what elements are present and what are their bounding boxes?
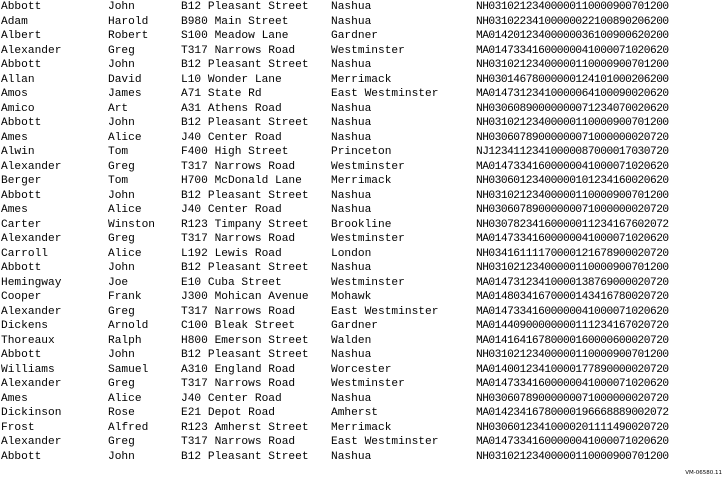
first-name-cell: Alice [108, 247, 142, 260]
street-address-cell: F400 High Street [181, 146, 289, 158]
city-cell: Amherst [331, 407, 378, 419]
record-row [0, 334, 728, 349]
street-address-cell: T317 Narrows Road [181, 378, 296, 390]
city-cell: Brookline [331, 218, 392, 231]
record-code-cell: NH03102123400000110000900701200 [476, 117, 669, 129]
record-code-cell: NH03014678000000124101000206200 [476, 73, 669, 86]
record-code-cell: NH03102234100000022100890206200 [476, 15, 669, 28]
street-address-cell: B12 Pleasant Street [181, 59, 309, 71]
record-code-cell: MA01473341600000041000071020620 [476, 233, 669, 245]
city-cell: Gardner [331, 320, 378, 332]
street-address-cell: T317 Narrows Road [181, 436, 296, 448]
street-address-cell: S100 Meadow Lane [181, 30, 289, 42]
record-code-cell: MA01423416780000196668889002072 [476, 407, 669, 419]
street-address-cell: T317 Narrows Road [181, 160, 296, 173]
city-cell: Walden [331, 334, 372, 347]
last-name-cell: Abbott [1, 1, 42, 13]
first-name-cell: John [108, 189, 135, 202]
street-address-cell: B12 Pleasant Street [181, 262, 309, 274]
last-name-cell: Abbott [1, 450, 42, 463]
city-cell: Westminster [331, 378, 405, 390]
city-cell: Princeton [331, 146, 392, 158]
record-code-cell: MA01440900000000111234167020720 [476, 320, 669, 332]
record-code-cell: NH03102123400000110000900701200 [476, 450, 669, 463]
street-address-cell: R123 Amherst Street [181, 421, 309, 434]
first-name-cell: David [108, 73, 142, 86]
first-name-cell: John [108, 450, 135, 463]
street-address-cell: J40 Center Road [181, 392, 282, 405]
street-address-cell: B12 Pleasant Street [181, 117, 309, 129]
street-address-cell: B12 Pleasant Street [181, 450, 309, 463]
last-name-cell: Amos [1, 88, 28, 100]
city-cell: Westminster [331, 160, 405, 173]
record-row [0, 174, 728, 189]
record-code-cell: NH03078234160000011234167602072 [476, 218, 669, 231]
record-code-cell: MA01473341600000041000071020620 [476, 160, 669, 173]
street-address-cell: B12 Pleasant Street [181, 1, 309, 13]
record-code-cell: NH03102123400000110000900701200 [476, 262, 669, 274]
last-name-cell: Dickinson [1, 407, 62, 419]
city-cell: Nashua [331, 15, 372, 28]
record-row [0, 203, 728, 218]
city-cell: Nashua [331, 117, 372, 129]
record-row [0, 189, 728, 204]
street-address-cell: H700 McDonald Lane [181, 175, 302, 187]
city-cell: Merrimack [331, 421, 392, 434]
street-address-cell: T317 Narrows Road [181, 44, 296, 57]
street-address-cell: T317 Narrows Road [181, 233, 296, 245]
last-name-cell: Amico [1, 102, 35, 115]
city-cell: Merrimack [331, 73, 392, 86]
city-cell: Nashua [331, 262, 372, 274]
city-cell: Nashua [331, 1, 372, 13]
record-row [0, 435, 728, 450]
record-code-cell: MA01416416780000160000600020720 [476, 334, 669, 347]
first-name-cell: Alice [108, 204, 142, 216]
last-name-cell: Hemingway [1, 276, 62, 289]
street-address-cell: E21 Depot Road [181, 407, 275, 419]
street-address-cell: B12 Pleasant Street [181, 349, 309, 361]
record-code-cell: NH03060890000000071234070020620 [476, 102, 669, 115]
first-name-cell: John [108, 262, 135, 274]
last-name-cell: Abbott [1, 189, 42, 202]
first-name-cell: Alice [108, 392, 142, 405]
record-code-cell: NH03060123400000101234160020620 [476, 175, 669, 187]
first-name-cell: John [108, 349, 135, 361]
record-row [0, 406, 728, 421]
last-name-cell: Alexander [1, 160, 62, 173]
record-code-cell: NJ12341123410000087000017030720 [476, 146, 669, 158]
first-name-cell: Joe [108, 276, 129, 289]
street-address-cell: L192 Lewis Road [181, 247, 282, 260]
street-address-cell: A31 Athens Road [181, 102, 282, 115]
record-row [0, 73, 728, 88]
first-name-cell: John [108, 117, 135, 129]
city-cell: Nashua [331, 189, 372, 202]
record-code-cell: MA01420123400000036100900620200 [476, 30, 669, 42]
last-name-cell: Carter [1, 218, 42, 231]
city-cell: Gardner [331, 30, 378, 42]
last-name-cell: Alexander [1, 233, 62, 245]
record-code-cell: MA01473341600000041000071020620 [476, 305, 669, 318]
record-row [0, 276, 728, 291]
city-cell: Nashua [331, 102, 372, 115]
first-name-cell: Arnold [108, 320, 149, 332]
first-name-cell: Greg [108, 44, 135, 57]
last-name-cell: Thoreaux [1, 334, 55, 347]
record-code-cell: NH03102123400000110000900701200 [476, 1, 669, 13]
city-cell: Nashua [331, 450, 372, 463]
street-address-cell: R123 Timpany Street [181, 218, 309, 231]
record-row [0, 0, 728, 15]
last-name-cell: Albert [1, 30, 42, 42]
first-name-cell: Tom [108, 146, 129, 158]
first-name-cell: Greg [108, 436, 135, 448]
last-name-cell: Berger [1, 175, 42, 187]
last-name-cell: Ames [1, 392, 28, 405]
last-name-cell: Cooper [1, 291, 42, 303]
record-code-cell: MA01473341600000041000071020620 [476, 378, 669, 390]
last-name-cell: Alwin [1, 146, 35, 158]
first-name-cell: Harold [108, 15, 149, 28]
first-name-cell: Frank [108, 291, 142, 303]
record-row [0, 377, 728, 392]
first-name-cell: Alice [108, 131, 142, 144]
street-address-cell: E10 Cuba Street [181, 276, 282, 289]
first-name-cell: Art [108, 102, 129, 115]
record-code-cell: MA01480341670000143416780020720 [476, 291, 669, 303]
record-row [0, 102, 728, 117]
street-address-cell: L10 Wonder Lane [181, 73, 282, 86]
first-name-cell: Tom [108, 175, 129, 187]
street-address-cell: A310 England Road [181, 363, 296, 376]
record-row [0, 145, 728, 160]
last-name-cell: Abbott [1, 117, 42, 129]
first-name-cell: Winston [108, 218, 155, 231]
record-code-cell: MA01473341600000041000071020620 [476, 436, 669, 448]
record-row [0, 421, 728, 436]
record-row [0, 218, 728, 233]
city-cell: Merrimack [331, 175, 392, 187]
record-row [0, 363, 728, 378]
record-code-cell: NH03060789000000071000000020720 [476, 204, 669, 216]
city-cell: Nashua [331, 349, 372, 361]
street-address-cell: B12 Pleasant Street [181, 189, 309, 202]
record-row [0, 15, 728, 30]
last-name-cell: Adam [1, 15, 28, 28]
first-name-cell: John [108, 1, 135, 13]
record-code-cell: NH03060789000000071000000020720 [476, 131, 669, 144]
street-address-cell: C100 Bleak Street [181, 320, 296, 332]
first-name-cell: James [108, 88, 142, 100]
first-name-cell: Greg [108, 305, 135, 318]
record-row [0, 116, 728, 131]
record-row [0, 319, 728, 334]
city-cell: Westminster [331, 44, 405, 57]
record-code-cell: MA01473341600000041000071020620 [476, 44, 669, 57]
city-cell: Nashua [331, 204, 372, 216]
record-code-cell: NH03102123400000110000900701200 [476, 189, 669, 202]
first-name-cell: Greg [108, 160, 135, 173]
record-row [0, 261, 728, 276]
first-name-cell: Rose [108, 407, 135, 419]
record-code-cell: NH03102123400000110000900701200 [476, 349, 669, 361]
figure-id-label: VM-06580.11 [685, 470, 722, 476]
city-cell: Nashua [331, 392, 372, 405]
street-address-cell: H800 Emerson Street [181, 334, 309, 347]
record-row [0, 44, 728, 59]
record-row [0, 131, 728, 146]
first-name-cell: John [108, 59, 135, 71]
first-name-cell: Greg [108, 233, 135, 245]
last-name-cell: Williams [1, 363, 55, 376]
last-name-cell: Abbott [1, 349, 42, 361]
record-code-cell: NH03416111170000121678900020720 [476, 247, 669, 260]
city-cell: Worcester [331, 363, 392, 376]
record-row [0, 348, 728, 363]
record-code-cell: MA01400123410000177890000020720 [476, 363, 669, 376]
first-name-cell: Samuel [108, 363, 149, 376]
record-row [0, 160, 728, 175]
first-name-cell: Ralph [108, 334, 142, 347]
first-name-cell: Robert [108, 30, 149, 42]
record-row [0, 290, 728, 305]
record-row [0, 232, 728, 247]
record-row [0, 29, 728, 44]
street-address-cell: T317 Narrows Road [181, 305, 296, 318]
city-cell: Mohawk [331, 291, 372, 303]
last-name-cell: Dickens [1, 320, 48, 332]
last-name-cell: Alexander [1, 378, 62, 390]
record-row [0, 392, 728, 407]
last-name-cell: Alexander [1, 305, 62, 318]
last-name-cell: Ames [1, 131, 28, 144]
record-row [0, 58, 728, 73]
last-name-cell: Allan [1, 73, 35, 86]
city-cell: East Westminster [331, 436, 439, 448]
record-code-cell: MA01473123410000064100090020620 [476, 88, 669, 100]
last-name-cell: Alexander [1, 436, 62, 448]
last-name-cell: Ames [1, 204, 28, 216]
record-code-cell: NH03102123400000110000900701200 [476, 59, 669, 71]
last-name-cell: Frost [1, 421, 35, 434]
city-cell: East Westminster [331, 88, 439, 100]
street-address-cell: J40 Center Road [181, 204, 282, 216]
last-name-cell: Carroll [1, 247, 48, 260]
record-code-cell: MA01473123410000138769000020720 [476, 276, 669, 289]
street-address-cell: A71 State Rd [181, 88, 262, 100]
record-row [0, 305, 728, 320]
first-name-cell: Alfred [108, 421, 149, 434]
record-row [0, 450, 728, 465]
record-code-cell: NH03060123410000201111490020720 [476, 421, 669, 434]
city-cell: Westminster [331, 276, 405, 289]
city-cell: London [331, 247, 372, 260]
city-cell: Nashua [331, 131, 372, 144]
record-row [0, 247, 728, 262]
first-name-cell: Greg [108, 378, 135, 390]
record-code-cell: NH03060789000000071000000020720 [476, 392, 669, 405]
last-name-cell: Alexander [1, 44, 62, 57]
city-cell: Westminster [331, 233, 405, 245]
record-row [0, 87, 728, 102]
city-cell: East Westminster [331, 305, 439, 318]
street-address-cell: J40 Center Road [181, 131, 282, 144]
last-name-cell: Abbott [1, 262, 42, 274]
last-name-cell: Abbott [1, 59, 42, 71]
street-address-cell: J300 Mohican Avenue [181, 291, 309, 303]
city-cell: Nashua [331, 59, 372, 71]
street-address-cell: B980 Main Street [181, 15, 289, 28]
